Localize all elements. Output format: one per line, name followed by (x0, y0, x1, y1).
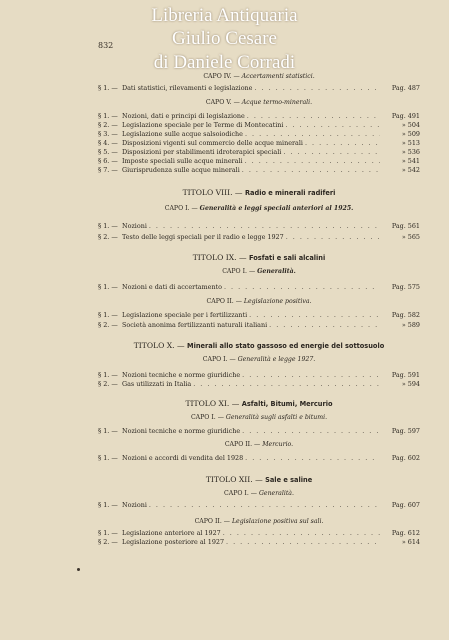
capo-title: Legislazione positiva sul sali. (231, 518, 324, 525)
dot-leader (240, 371, 380, 379)
watermark-line-1: Libreria Antiquaria (151, 5, 298, 26)
entry-text: Nozioni, dati e principi di legislazione (122, 112, 245, 120)
section-number: § 1. — (98, 427, 118, 435)
dot-leader (247, 311, 380, 319)
entry-text: Legislazione sulle acque salsoiodiche (122, 130, 243, 138)
page-reference: Pag. 607 (391, 501, 420, 509)
toc-entry (98, 130, 420, 138)
page-reference: Pag. 597 (391, 427, 420, 435)
capo-title: Generalità e legge 1927. (237, 356, 316, 363)
dot-leader (243, 157, 380, 165)
section-number: § 1. — (98, 222, 118, 230)
page-reference: » 513 (401, 139, 420, 147)
entry-text: Legislazione posteriore al 1927 (122, 538, 225, 546)
section-number: § 2. — (98, 380, 118, 388)
page-reference: Pag. 602 (391, 454, 420, 462)
dot-leader (283, 121, 380, 129)
entry-text: Legislazione speciale per i fertilizzanti (122, 311, 248, 319)
toc-entry (98, 166, 420, 174)
page-reference: Pag. 561 (391, 222, 420, 230)
section-number: § 1. — (98, 529, 118, 537)
page-reference: Pag. 612 (391, 529, 420, 537)
toc-entry (98, 454, 420, 462)
entry-text: Nozioni e dati di accertamento (122, 283, 222, 291)
toc-entry (98, 380, 420, 388)
capo-prefix: CAPO II. — (194, 518, 230, 525)
section-number: § 2. — (98, 233, 118, 241)
dot-leader (240, 427, 380, 435)
capo-prefix: CAPO II. — (224, 441, 261, 448)
capo-title: Acque termo-minerali. (241, 99, 313, 106)
toc-entry (98, 121, 420, 129)
dot-leader (224, 538, 380, 546)
dot-leader (281, 148, 380, 156)
entry-text: Società anonima fertilizzanti naturali italiani (122, 321, 268, 329)
section-number: § 1. — (98, 311, 118, 319)
titolo-heading (98, 342, 420, 350)
titolo-prefix: TITOLO X. — (133, 341, 185, 350)
page-number: 832 (98, 41, 114, 50)
dot-leader (221, 529, 380, 537)
dot-leader (303, 139, 380, 147)
capo-heading (98, 73, 420, 81)
entry-text: Legislazione speciale per le Terme di Montecatini (122, 121, 284, 129)
page-reference: Pag. 575 (391, 283, 420, 291)
page-reference: Pag. 487 (391, 84, 420, 92)
dot-leader (267, 321, 380, 329)
section-number: § 1. — (98, 84, 118, 92)
entry-text: Nozioni (122, 222, 147, 230)
section-number: § 4. — (98, 139, 118, 147)
section-number: § 6. — (98, 157, 118, 165)
titolo-heading (98, 400, 420, 408)
section-number: § 7. — (98, 166, 118, 174)
entry-text: Nozioni e accordi di vendita del 1928 (122, 454, 244, 462)
capo-heading (98, 205, 420, 213)
section-number: § 2. — (98, 538, 118, 546)
capo-title: Mercurio. (262, 441, 294, 448)
dot-leader (243, 454, 380, 462)
toc-entry (98, 371, 420, 379)
watermark-line-2: Giulio Cesare (171, 28, 277, 49)
toc-entry (98, 501, 420, 509)
capo-prefix: CAPO I. — (202, 356, 236, 363)
page-reference: Pag. 491 (391, 112, 420, 120)
watermark-line-3: di Daniele Corradi (153, 52, 296, 73)
entry-text: Giurisprudenza sulle acque minerali (122, 166, 240, 174)
capo-title: Generalità e leggi speciali anteriori al 1925. (199, 205, 354, 212)
page-reference: » 536 (401, 148, 420, 156)
toc-entry (98, 148, 420, 156)
dot-leader (222, 283, 380, 291)
page-reference: » 541 (401, 157, 420, 165)
capo-heading (98, 518, 420, 526)
entry-text: Dati statistici, rilevamenti e legislazione (122, 84, 253, 92)
section-number: § 3. — (98, 130, 118, 138)
section-number: § 1. — (98, 454, 118, 462)
capo-title: Accertamenti statistici. (241, 73, 315, 80)
capo-prefix: CAPO I. — (222, 268, 256, 275)
dot-leader (147, 501, 380, 509)
dot-leader (191, 380, 380, 388)
bookseller-watermark (0, 0, 449, 80)
section-number: § 1. — (98, 371, 118, 379)
page-reference: » 589 (401, 321, 420, 329)
titolo-title: Minerali allo stato gassoso ed energie del sottosuolo (187, 342, 385, 350)
page-reference: Pag. 591 (391, 371, 420, 379)
toc-entry (98, 222, 420, 230)
toc-entry (98, 321, 420, 329)
entry-text: Disposizioni vigenti sul commercio delle acque minerali (122, 139, 303, 147)
toc-entry (98, 84, 420, 92)
titolo-title: Asfalti, Bitumi, Mercurio (241, 400, 333, 408)
titolo-prefix: TITOLO VIII. — (182, 188, 243, 197)
capo-heading (98, 298, 420, 306)
toc-entry (98, 283, 420, 291)
capo-heading (98, 490, 420, 498)
section-number: § 2. — (98, 321, 118, 329)
entry-text: Nozioni (122, 501, 147, 509)
page-reference: Pag. 582 (391, 311, 420, 319)
ink-speck (77, 568, 80, 571)
capo-prefix: CAPO V. — (205, 99, 240, 106)
entry-text: Nozioni tecniche e norme giuridiche (122, 371, 241, 379)
section-number: § 1. — (98, 501, 118, 509)
capo-title: Generalità. (257, 268, 296, 275)
titolo-prefix: TITOLO XI. — (185, 399, 240, 408)
capo-prefix: CAPO I. — (164, 205, 198, 212)
page-reference: » 542 (401, 166, 420, 174)
capo-heading (98, 414, 420, 422)
titolo-title: Fosfati e sali alcalini (249, 254, 326, 262)
toc-entry (98, 112, 420, 120)
dot-leader (284, 233, 380, 241)
section-number: § 1. — (98, 283, 118, 291)
titolo-prefix: TITOLO IX. — (192, 253, 247, 262)
capo-title: Legislazione positiva. (243, 298, 312, 305)
dot-leader (252, 84, 380, 92)
entry-text: Gas utilizzati in Italia (122, 380, 192, 388)
section-number: § 5. — (98, 148, 118, 156)
titolo-heading (98, 476, 420, 484)
capo-heading (98, 356, 420, 364)
page-reference: » 504 (401, 121, 420, 129)
titolo-prefix: TITOLO XII. — (205, 475, 263, 484)
capo-title: Generalità. (258, 490, 294, 497)
entry-text: Imposte speciali sulle acque minerali (122, 157, 243, 165)
toc-entry (98, 139, 420, 147)
dot-leader (147, 222, 380, 230)
entry-text: Testo delle leggi speciali per il radio e legge 1927 (122, 233, 284, 241)
titolo-title: Radio e minerali radiferi (244, 189, 336, 197)
page-reference: » 614 (401, 538, 420, 546)
capo-heading (98, 441, 420, 449)
toc-entry (98, 157, 420, 165)
section-number: § 2. — (98, 121, 118, 129)
capo-prefix: CAPO II. — (206, 298, 242, 305)
page-reference: » 594 (401, 380, 420, 388)
entry-text: Disposizioni per stabilimenti idroterapici speciali (122, 148, 282, 156)
capo-prefix: CAPO IV. — (203, 73, 240, 80)
dot-leader (243, 130, 380, 138)
toc-entry (98, 427, 420, 435)
toc-entry (98, 311, 420, 319)
toc-entry (98, 538, 420, 546)
titolo-heading (98, 254, 420, 262)
page-reference: » 565 (401, 233, 420, 241)
titolo-title: Sale e saline (265, 476, 313, 484)
titolo-heading (98, 189, 420, 197)
capo-title: Generalità sugli asfalti e bitumi. (225, 414, 328, 421)
capo-prefix: CAPO I. — (190, 414, 224, 421)
dot-leader (240, 166, 380, 174)
entry-text: Nozioni tecniche e norme giuridiche (122, 427, 241, 435)
dot-leader (245, 112, 380, 120)
section-number: § 1. — (98, 112, 118, 120)
capo-prefix: CAPO I. — (224, 490, 257, 497)
capo-heading (98, 99, 420, 107)
toc-entry (98, 233, 420, 241)
toc-entry (98, 529, 420, 537)
capo-heading (98, 268, 420, 276)
page-reference: » 509 (401, 130, 420, 138)
entry-text: Legislazione anteriore al 1927 (122, 529, 221, 537)
